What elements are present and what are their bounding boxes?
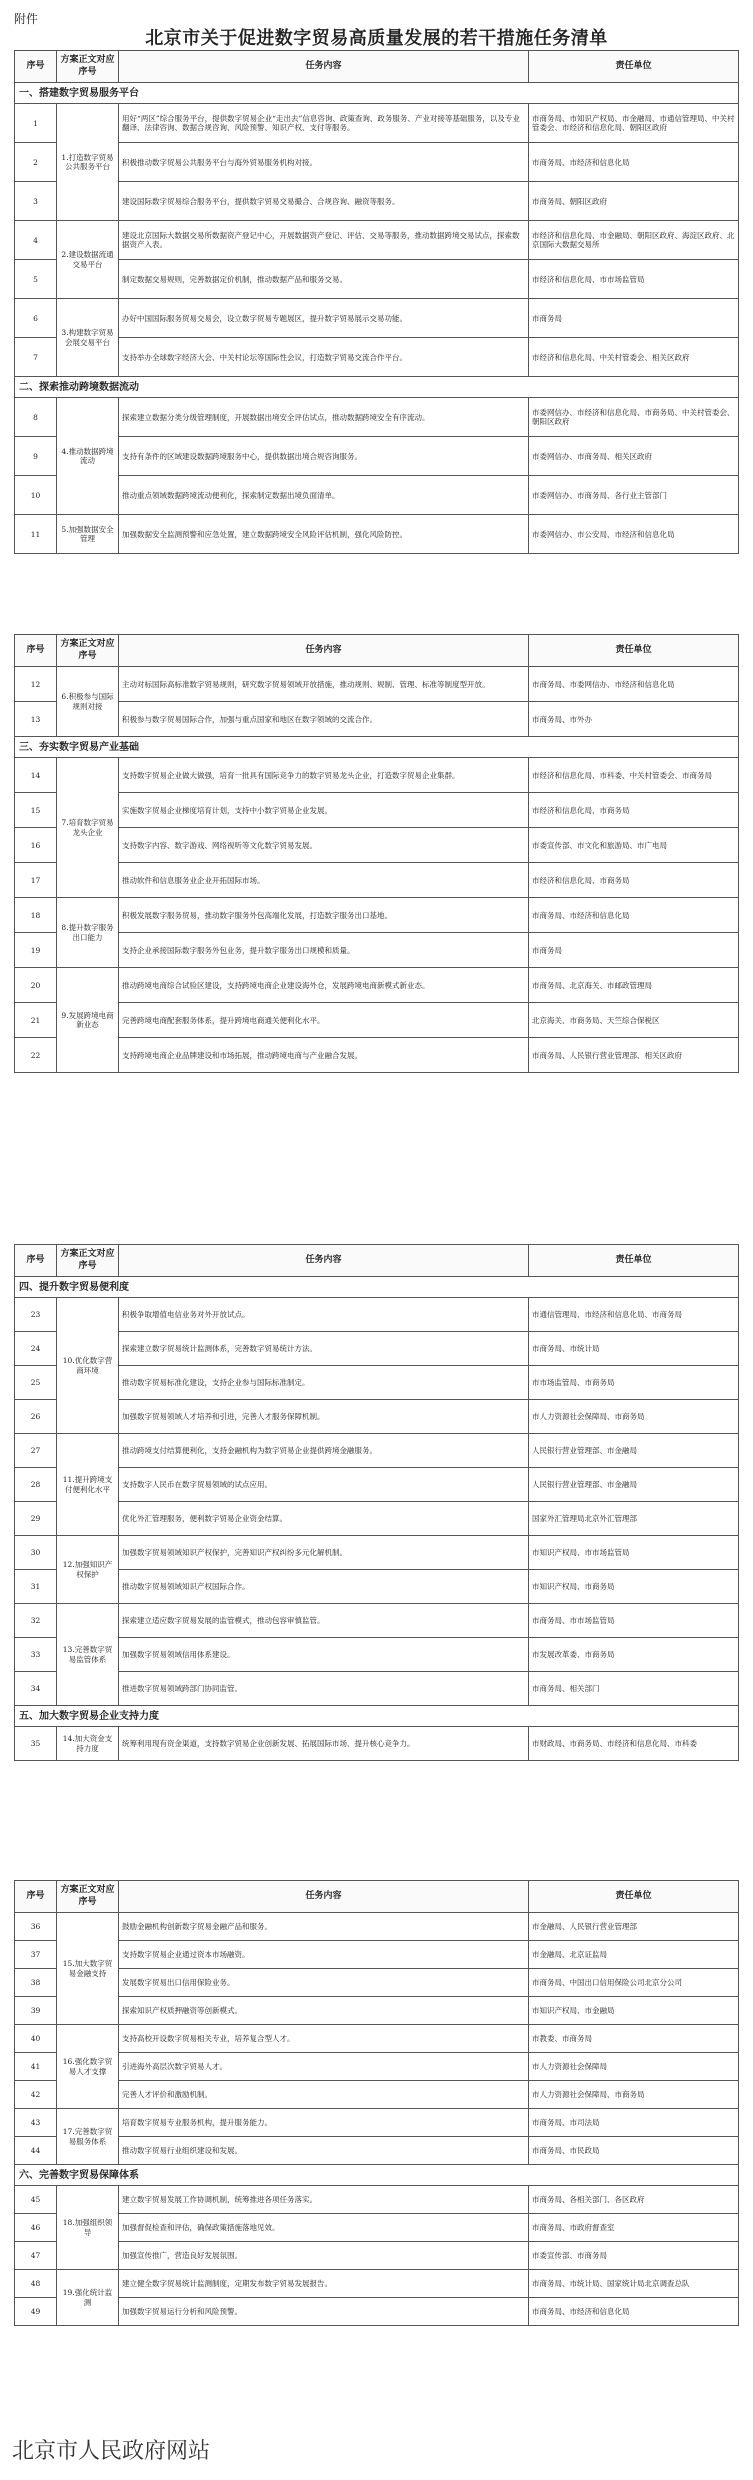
responsible-unit: 市商务局、北京海关、市邮政管理局	[529, 968, 739, 1003]
section-row	[15, 83, 739, 104]
header-seq: 序号	[15, 635, 57, 667]
table-row	[15, 1536, 739, 1570]
responsible-unit: 市委宣传部、市商务局	[529, 2242, 739, 2270]
table-row	[15, 2137, 739, 2165]
responsible-unit: 市商务局、人民银行营业管理部、相关区政府	[529, 1038, 739, 1073]
header-content: 任务内容	[119, 635, 529, 667]
task-content: 推动跨境电商综合试验区建设，支持跨境电商企业建设海外仓，发展跨境电商新模式新业态。	[119, 968, 529, 1003]
task-content: 推动数字贸易领域知识产权国际合作。	[119, 1570, 529, 1604]
site-footer: 北京市人民政府网站	[12, 2439, 211, 2464]
responsible-unit: 市教委、市商务局	[529, 2025, 739, 2053]
measure-cell: 8.提升数字服务出口能力	[57, 898, 119, 968]
table-row	[15, 2081, 739, 2109]
table-row	[15, 1672, 739, 1706]
task-content: 推进数字贸易领域跨部门协同监管。	[119, 1672, 529, 1706]
header-row	[15, 635, 739, 667]
measure-cell: 10.优化数字营商环境	[57, 1298, 119, 1434]
responsible-unit: 市经济和信息化局、市商务局	[529, 793, 739, 828]
responsible-unit: 市发展改革委、市商务局	[529, 1638, 739, 1672]
measure-cell: 18.加强组织领导	[57, 2186, 119, 2270]
header-row	[15, 51, 739, 83]
responsible-unit: 市商务局、市统计局	[529, 1332, 739, 1366]
header-unit: 责任单位	[529, 1245, 739, 1277]
responsible-unit: 市经济和信息化局、市金融局、朝阳区政府、海淀区政府、北京国际大数据交易所	[529, 221, 739, 260]
task-seq: 40	[15, 2025, 57, 2053]
header-measure: 方案正文对应序号	[57, 1245, 119, 1277]
task-seq: 16	[15, 828, 57, 863]
responsible-unit: 市商务局、市民政局	[529, 2137, 739, 2165]
header-row	[15, 1881, 739, 1913]
task-content: 推动重点领域数据跨境流动便利化，探索制定数据出境负面清单。	[119, 476, 529, 515]
table-row	[15, 1570, 739, 1604]
task-content: 加强宣传推广，营造良好发展氛围。	[119, 2242, 529, 2270]
responsible-unit: 市人力资源社会保障局	[529, 2053, 739, 2081]
responsible-unit: 市商务局、市政府督查室	[529, 2214, 739, 2242]
responsible-unit: 市人力资源社会保障局、市商务局	[529, 2081, 739, 2109]
task-seq: 48	[15, 2270, 57, 2298]
responsible-unit: 市委宣传部、市文化和旅游局、市广电局	[529, 828, 739, 863]
table-row	[15, 260, 739, 299]
task-content: 主动对标国际高标准数字贸易规则，研究数字贸易领域开放措施，推动规则、规制、管理、标准等制度型开放。	[119, 667, 529, 702]
table-row	[15, 182, 739, 221]
table-row	[15, 1434, 739, 1468]
task-table	[14, 1880, 739, 2326]
page-title: 北京市关于促进数字贸易高质量发展的若干措施任务清单	[145, 28, 608, 49]
task-seq: 38	[15, 1969, 57, 1997]
task-seq: 31	[15, 1570, 57, 1604]
table-row	[15, 828, 739, 863]
section-row	[15, 1706, 739, 1727]
task-content: 加强数字贸易领域人才培养和引进，完善人才服务保障机制。	[119, 1400, 529, 1434]
task-content: 积极争取增值电信业务对外开放试点。	[119, 1298, 529, 1332]
responsible-unit: 市委网信办、市商务局、相关区政府	[529, 437, 739, 476]
section-title: 六、完善数字贸易保障体系	[15, 2165, 739, 2186]
task-content: 统筹利用现有资金渠道，支持数字贸易企业创新发展、拓展国际市场、提升核心竞争力。	[119, 1727, 529, 1761]
task-seq: 47	[15, 2242, 57, 2270]
task-content: 推动跨境支付结算便利化，支持金融机构为数字贸易企业提供跨境金融服务。	[119, 1434, 529, 1468]
responsible-unit: 市金融局、人民银行营业管理部	[529, 1913, 739, 1941]
task-content: 探索建立数字贸易统计监测体系，完善数字贸易统计方法。	[119, 1332, 529, 1366]
task-seq: 43	[15, 2109, 57, 2137]
task-content: 实施数字贸易企业梯度培育计划，支持中小数字贸易企业发展。	[119, 793, 529, 828]
responsible-unit: 市商务局、市经济和信息化局	[529, 2298, 739, 2326]
responsible-unit: 市商务局、市外办	[529, 702, 739, 737]
table-row	[15, 1038, 739, 1073]
table-row	[15, 104, 739, 143]
responsible-unit: 市委网信办、市公安局、市经济和信息化局	[529, 515, 739, 554]
task-seq: 11	[15, 515, 57, 554]
responsible-unit: 市商务局	[529, 299, 739, 338]
measure-cell: 19.强化统计监测	[57, 2270, 119, 2326]
measure-cell: 9.发展跨境电商新业态	[57, 968, 119, 1073]
table-page-4	[14, 1880, 738, 2326]
task-content: 完善人才评价和激励机制。	[119, 2081, 529, 2109]
responsible-unit: 市知识产权局、市商务局	[529, 1570, 739, 1604]
responsible-unit: 市委网信办、市经济和信息化局、市商务局、中关村管委会、朝阳区政府	[529, 398, 739, 437]
table-row	[15, 221, 739, 260]
task-content: 探索知识产权质押融资等创新模式。	[119, 1997, 529, 2025]
table-row	[15, 1604, 739, 1638]
table-page-1	[14, 50, 738, 554]
section-row	[15, 377, 739, 398]
table-row	[15, 1969, 739, 1997]
table-row	[15, 863, 739, 898]
task-seq: 28	[15, 1468, 57, 1502]
task-content: 积极参与数字贸易国际合作，加强与重点国家和地区在数字领域的交流合作。	[119, 702, 529, 737]
task-content: 用好“两区”综合服务平台，提供数字贸易企业“走出去”信息咨询、政策查询、政务服务、产业对接等基础服务，以及专业翻译、法律咨询、数据合规咨询、风险预警、知识产权、支付等服务。	[119, 104, 529, 143]
task-seq: 39	[15, 1997, 57, 2025]
task-seq: 2	[15, 143, 57, 182]
table-row	[15, 1913, 739, 1941]
task-seq: 35	[15, 1727, 57, 1761]
table-row	[15, 2053, 739, 2081]
responsible-unit: 市商务局、朝阳区政府	[529, 182, 739, 221]
table-row	[15, 758, 739, 793]
table-row	[15, 1468, 739, 1502]
measure-cell: 6.积极参与国际规则对接	[57, 667, 119, 737]
measure-cell: 2.建设数据流通交易平台	[57, 221, 119, 299]
responsible-unit: 市商务局、相关部门	[529, 1672, 739, 1706]
responsible-unit: 市人力资源社会保障局、市商务局	[529, 1400, 739, 1434]
table-row	[15, 2109, 739, 2137]
task-content: 办好中国国际服务贸易交易会，设立数字贸易专题展区，提升数字贸易展示交易功能。	[119, 299, 529, 338]
table-row	[15, 476, 739, 515]
table-row	[15, 1502, 739, 1536]
table-row	[15, 143, 739, 182]
task-content: 推动数字贸易标准化建设，支持企业参与国际标准制定。	[119, 1366, 529, 1400]
section-row	[15, 2165, 739, 2186]
task-content: 推动数字贸易行业组织建设和发展。	[119, 2137, 529, 2165]
responsible-unit: 国家外汇管理局北京外汇管理部	[529, 1502, 739, 1536]
task-seq: 14	[15, 758, 57, 793]
header-measure: 方案正文对应序号	[57, 51, 119, 83]
measure-cell: 16.强化数字贸易人才支撑	[57, 2025, 119, 2109]
task-table	[14, 50, 739, 554]
task-seq: 45	[15, 2186, 57, 2214]
header-content: 任务内容	[119, 1881, 529, 1913]
responsible-unit: 市委网信办、市商务局、各行业主管部门	[529, 476, 739, 515]
measure-cell: 1.打造数字贸易公共服务平台	[57, 104, 119, 221]
task-seq: 10	[15, 476, 57, 515]
task-seq: 24	[15, 1332, 57, 1366]
task-content: 支持跨境电商企业品牌建设和市场拓展，推动跨境电商与产业融合发展。	[119, 1038, 529, 1073]
responsible-unit: 市经济和信息化局、市商务局	[529, 863, 739, 898]
responsible-unit: 市经济和信息化局、市科委、中关村管委会、市商务局	[529, 758, 739, 793]
header-unit: 责任单位	[529, 635, 739, 667]
responsible-unit: 市知识产权局、市市场监管局	[529, 1536, 739, 1570]
task-seq: 9	[15, 437, 57, 476]
table-row	[15, 1638, 739, 1672]
table-page-3	[14, 1244, 738, 1761]
task-content: 支持数字贸易企业做大做强，培育一批具有国际竞争力的数字贸易龙头企业，打造数字贸易企业集群。	[119, 758, 529, 793]
task-content: 加强数字贸易领域信用体系建设。	[119, 1638, 529, 1672]
task-seq: 29	[15, 1502, 57, 1536]
table-row	[15, 515, 739, 554]
task-seq: 17	[15, 863, 57, 898]
task-seq: 41	[15, 2053, 57, 2081]
measure-cell: 15.加大数字贸易金融支持	[57, 1913, 119, 2025]
task-content: 引进海外高层次数字贸易人才。	[119, 2053, 529, 2081]
task-seq: 44	[15, 2137, 57, 2165]
task-content: 加强数据安全监测预警和应急处置，建立数据跨境安全风险评估机制，强化风险防控。	[119, 515, 529, 554]
table-row	[15, 1997, 739, 2025]
task-seq: 26	[15, 1400, 57, 1434]
task-seq: 30	[15, 1536, 57, 1570]
responsible-unit: 市商务局、中国出口信用保险公司北京分公司	[529, 1969, 739, 1997]
table-row	[15, 2025, 739, 2053]
task-seq: 27	[15, 1434, 57, 1468]
task-seq: 46	[15, 2214, 57, 2242]
measure-cell: 17.完善数字贸易服务体系	[57, 2109, 119, 2165]
task-content: 优化外汇管理服务，便利数字贸易企业资金结算。	[119, 1502, 529, 1536]
task-seq: 1	[15, 104, 57, 143]
table-row	[15, 1332, 739, 1366]
measure-cell: 11.提升跨境支付便利化水平	[57, 1434, 119, 1536]
table-row	[15, 667, 739, 702]
task-content: 支持有条件的区域建设数据跨境服务中心，提供数据出境合规咨询服务。	[119, 437, 529, 476]
task-seq: 25	[15, 1366, 57, 1400]
section-row	[15, 1277, 739, 1298]
header-seq: 序号	[15, 1245, 57, 1277]
task-seq: 34	[15, 1672, 57, 1706]
task-content: 探索建立适应数字贸易发展的监管模式，推动包容审慎监管。	[119, 1604, 529, 1638]
table-row	[15, 1003, 739, 1038]
responsible-unit: 市财政局、市商务局、市经济和信息化局、市科委	[529, 1727, 739, 1761]
section-title: 一、搭建数字贸易服务平台	[15, 83, 739, 104]
header-seq: 序号	[15, 51, 57, 83]
task-seq: 21	[15, 1003, 57, 1038]
task-content: 发展数字贸易出口信用保险业务。	[119, 1969, 529, 1997]
responsible-unit: 市商务局	[529, 933, 739, 968]
table-row	[15, 2298, 739, 2326]
task-seq: 33	[15, 1638, 57, 1672]
task-content: 支持数字人民币在数字贸易领域的试点应用。	[119, 1468, 529, 1502]
header-content: 任务内容	[119, 51, 529, 83]
task-content: 建立健全数字贸易统计监测制度，定期发布数字贸易发展报告。	[119, 2270, 529, 2298]
table-row	[15, 398, 739, 437]
responsible-unit: 市商务局、市经济和信息化局	[529, 143, 739, 182]
section-title: 四、提升数字贸易便利度	[15, 1277, 739, 1298]
task-content: 完善跨境电商配套服务体系，提升跨境电商通关便利化水平。	[119, 1003, 529, 1038]
attachment-label: 附件	[14, 12, 39, 26]
responsible-unit: 市金融局、北京证监局	[529, 1941, 739, 1969]
header-content: 任务内容	[119, 1245, 529, 1277]
section-title: 五、加大数字贸易企业支持力度	[15, 1706, 739, 1727]
task-seq: 6	[15, 299, 57, 338]
task-seq: 36	[15, 1913, 57, 1941]
responsible-unit: 北京海关、市商务局、天竺综合保税区	[529, 1003, 739, 1038]
section-row	[15, 737, 739, 758]
responsible-unit: 市商务局、各相关部门、各区政府	[529, 2186, 739, 2214]
measure-cell: 14.加大资金支持力度	[57, 1727, 119, 1761]
task-seq: 18	[15, 898, 57, 933]
table-row	[15, 1941, 739, 1969]
measure-cell: 13.完善数字贸易监管体系	[57, 1604, 119, 1706]
task-content: 建设北京国际大数据交易所数据资产登记中心，开展数据资产登记、评估、交易等服务，推动数据跨境交易试点，探索数据资产入表。	[119, 221, 529, 260]
task-content: 加强督促检查和评估，确保政策措施落地见效。	[119, 2214, 529, 2242]
responsible-unit: 市商务局、市委网信办、市经济和信息化局	[529, 667, 739, 702]
table-row	[15, 793, 739, 828]
header-measure: 方案正文对应序号	[57, 635, 119, 667]
task-seq: 13	[15, 702, 57, 737]
task-seq: 22	[15, 1038, 57, 1073]
task-content: 建设国际数字贸易综合服务平台，提供数字贸易交易撮合、合规咨询、融资等服务。	[119, 182, 529, 221]
table-row	[15, 2242, 739, 2270]
header-row	[15, 1245, 739, 1277]
task-seq: 12	[15, 667, 57, 702]
header-unit: 责任单位	[529, 51, 739, 83]
task-seq: 49	[15, 2298, 57, 2326]
task-content: 鼓励金融机构创新数字贸易金融产品和服务。	[119, 1913, 529, 1941]
table-row	[15, 1727, 739, 1761]
task-content: 积极推动数字贸易公共服务平台与海外贸易服务机构对接。	[119, 143, 529, 182]
task-content: 支持数字贸易企业通过资本市场融资。	[119, 1941, 529, 1969]
table-row	[15, 299, 739, 338]
task-table	[14, 1244, 739, 1761]
task-seq: 23	[15, 1298, 57, 1332]
task-content: 支持高校开设数字贸易相关专业，培养复合型人才。	[119, 2025, 529, 2053]
task-content: 培育数字贸易专业服务机构，提升服务能力。	[119, 2109, 529, 2137]
task-seq: 19	[15, 933, 57, 968]
table-page-2	[14, 634, 738, 1073]
measure-cell: 5.加强数据安全管理	[57, 515, 119, 554]
measure-cell: 3.构建数字贸易会展交易平台	[57, 299, 119, 377]
responsible-unit: 市知识产权局、市金融局	[529, 1997, 739, 2025]
table-row	[15, 2270, 739, 2298]
task-content: 积极发展数字服务贸易，推动数字服务外包高端化发展，打造数字服务出口基地。	[119, 898, 529, 933]
responsible-unit: 市商务局、市经济和信息化局	[529, 898, 739, 933]
responsible-unit: 市商务局、市知识产权局、市金融局、市通信管理局、中关村管委会、市经济和信息化局、朝阳区政府	[529, 104, 739, 143]
table-row	[15, 1366, 739, 1400]
task-seq: 8	[15, 398, 57, 437]
responsible-unit: 市商务局、市司法局	[529, 2109, 739, 2137]
task-seq: 32	[15, 1604, 57, 1638]
responsible-unit: 人民银行营业管理部、市金融局	[529, 1468, 739, 1502]
task-content: 支持举办全球数字经济大会、中关村论坛等国际性会议，打造数字贸易交流合作平台。	[119, 338, 529, 377]
measure-cell: 4.推动数据跨境流动	[57, 398, 119, 515]
header-unit: 责任单位	[529, 1881, 739, 1913]
table-row	[15, 898, 739, 933]
task-content: 加强数字贸易领域知识产权保护，完善知识产权纠纷多元化解机制。	[119, 1536, 529, 1570]
table-row	[15, 702, 739, 737]
task-seq: 5	[15, 260, 57, 299]
task-seq: 4	[15, 221, 57, 260]
table-row	[15, 933, 739, 968]
task-seq: 3	[15, 182, 57, 221]
task-seq: 7	[15, 338, 57, 377]
table-row	[15, 1298, 739, 1332]
table-row	[15, 2214, 739, 2242]
responsible-unit: 市经济和信息化局、中关村管委会、相关区政府	[529, 338, 739, 377]
measure-cell: 7.培育数字贸易龙头企业	[57, 758, 119, 898]
task-content: 推动软件和信息服务业企业开拓国际市场。	[119, 863, 529, 898]
section-title: 二、探索推动跨境数据流动	[15, 377, 739, 398]
task-seq: 42	[15, 2081, 57, 2109]
task-content: 制定数据交易规则，完善数据定价机制，推动数据产品和服务交易。	[119, 260, 529, 299]
task-seq: 15	[15, 793, 57, 828]
responsible-unit: 市经济和信息化局、市市场监管局	[529, 260, 739, 299]
table-row	[15, 2186, 739, 2214]
task-content: 支持企业承接国际数字服务外包业务，提升数字服务出口规模和质量。	[119, 933, 529, 968]
task-seq: 20	[15, 968, 57, 1003]
responsible-unit: 市通信管理局、市经济和信息化局、市商务局	[529, 1298, 739, 1332]
header-seq: 序号	[15, 1881, 57, 1913]
task-content: 加强数字贸易运行分析和风险预警。	[119, 2298, 529, 2326]
table-row	[15, 1400, 739, 1434]
responsible-unit: 市商务局、市市场监管局	[529, 1604, 739, 1638]
table-row	[15, 968, 739, 1003]
task-content: 探索建立数据分类分级管理制度，开展数据出境安全评估试点，推动数据跨境安全有序流动。	[119, 398, 529, 437]
task-content: 建立数字贸易发展工作协调机制，统筹推进各项任务落实。	[119, 2186, 529, 2214]
responsible-unit: 市商务局、市统计局、国家统计局北京调查总队	[529, 2270, 739, 2298]
responsible-unit: 市市场监管局、市商务局	[529, 1366, 739, 1400]
measure-cell: 12.加强知识产权保护	[57, 1536, 119, 1604]
task-seq: 37	[15, 1941, 57, 1969]
table-row	[15, 338, 739, 377]
table-row	[15, 437, 739, 476]
task-table	[14, 634, 739, 1073]
responsible-unit: 人民银行营业管理部、市金融局	[529, 1434, 739, 1468]
section-title: 三、夯实数字贸易产业基础	[15, 737, 739, 758]
task-content: 支持数字内容、数字游戏、网络视听等文化数字贸易发展。	[119, 828, 529, 863]
header-measure: 方案正文对应序号	[57, 1881, 119, 1913]
